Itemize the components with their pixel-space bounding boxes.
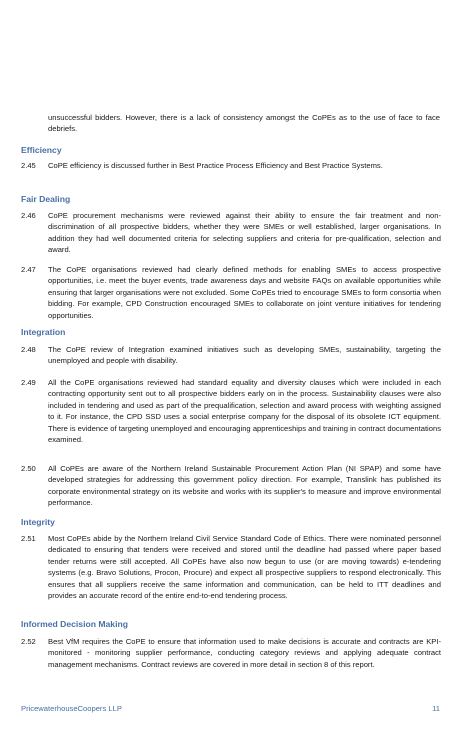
paragraph-text: Most CoPEs abide by the Northern Ireland Civil Service Standard Code of Ethics. There were nominated personnel dedicated to ensuring that tenders were received and stored until the deadline had passed where paper based tender returns were still accepted. All CoPEs have also now begun to use (or are moving towards) e-tendering systems (e.g. Bravo Solutions, Procon, Procure) and expect all prospective suppliers to respond electronically. This ensures that all suppliers receive the same information and communication, can be held to ITT deadlines and provides an accurate record of the entire end-to-end tendering process. bbox=[48, 534, 441, 601]
paragraph-text: Best VfM requires the CoPE to ensure that information used to make decisions is accurate and contracts are KPI-monitored - monitoring supplier performance, conducting category reviews and applying adequate contract management mechanisms. Contract reviews are covered in more detail in section 8 of this report. bbox=[48, 637, 441, 669]
heading-fair-dealing: Fair Dealing bbox=[21, 194, 71, 204]
heading-integrity: Integrity bbox=[21, 517, 55, 527]
paragraph-number: 2.52 bbox=[21, 637, 36, 646]
heading-integration: Integration bbox=[21, 327, 66, 337]
heading-informed-decision-making: Informed Decision Making bbox=[21, 619, 128, 629]
paragraph-number: 2.49 bbox=[21, 378, 36, 387]
footer-company: PricewaterhouseCoopers LLP bbox=[21, 704, 122, 713]
footer-page-number: 11 bbox=[432, 704, 440, 713]
paragraph-2-49 bbox=[21, 377, 441, 445]
paragraph-number: 2.50 bbox=[21, 464, 36, 473]
paragraph-text: CoPE procurement mechanisms were reviewed against their ability to ensure the fair treatment and non-discrimination of all prospective bidders, whether they were SMEs or well established, larger organisations. In addition they had well documented criteria for selecting suppliers and criteria for pre-qualification, selection and award. bbox=[48, 211, 441, 255]
paragraph-text: CoPE efficiency is discussed further in Best Practice Process Efficiency and Best Practice Systems. bbox=[48, 161, 383, 170]
paragraph-text: All the CoPE organisations reviewed had standard equality and diversity clauses which were included in each contracting opportunity sent out to all prospective bidders early on in the process. Sustainability clauses were also included in tendering and used as part of the prequalification, selection and award process with weighting assigned to it. For instance, the CPD SSD uses a social enterprise company for the disposal of its obsolete ICT equipment. There is evidence of targeting unemployed and encouraging apprenticeships and training in contract documentations examined. bbox=[48, 378, 441, 445]
paragraph-number: 2.48 bbox=[21, 345, 36, 354]
paragraph-2-50 bbox=[21, 463, 441, 509]
heading-efficiency: Efficiency bbox=[21, 145, 62, 155]
paragraph-number: 2.47 bbox=[21, 265, 36, 274]
intro-paragraph: unsuccessful bidders. However, there is a lack of consistency amongst the CoPEs as to the use of face to face debriefs. bbox=[48, 113, 440, 133]
paragraph-2-45 bbox=[21, 160, 441, 171]
paragraph-number: 2.46 bbox=[21, 211, 36, 220]
paragraph-2-48 bbox=[21, 344, 441, 367]
paragraph-2-47 bbox=[21, 264, 441, 321]
paragraph-number: 2.51 bbox=[21, 534, 36, 543]
paragraph-text: The CoPE organisations reviewed had clearly defined methods for enabling SMEs to access prospective opportunities, i.e. meet the buyer events, trade awareness days and website FAQs on available opportunities while ensuring that larger organisations were not excluded. Some CoPEs tried to encourage SMEs to form consortia when bidding. For example, CPD Construction encouraged SMEs to collaborate on joint venture initiatives for tendering opportunities. bbox=[48, 265, 441, 320]
paragraph-text: All CoPEs are aware of the Northern Ireland Sustainable Procurement Action Plan (NI SPAP) and some have developed strategies for addressing this government policy direction. For example, Translink has published its corporate environmental strategy on its website and works with its supplier's to measure and improve environmental performance. bbox=[48, 464, 441, 508]
paragraph-number: 2.45 bbox=[21, 161, 36, 170]
paragraph-2-52 bbox=[21, 636, 441, 670]
paragraph-2-51 bbox=[21, 533, 441, 601]
paragraph-2-46 bbox=[21, 210, 441, 256]
paragraph-text: The CoPE review of Integration examined initiatives such as developing SMEs, sustainability, targeting the unemployed and people with disability. bbox=[48, 345, 441, 366]
